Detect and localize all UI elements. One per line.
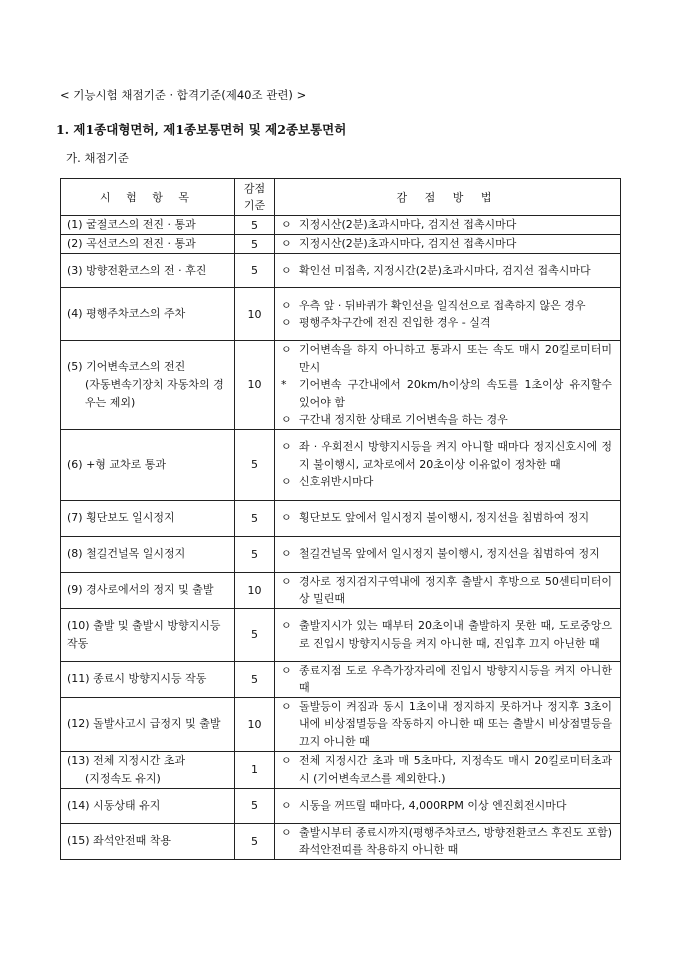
table-row: [61, 751, 621, 788]
method-line: [281, 262, 612, 280]
deduction-score: 5: [235, 235, 275, 254]
bullet-icon: ㅇ: [281, 475, 292, 489]
header-test-item: 시 험 항 목: [61, 179, 235, 216]
method-line: [281, 438, 612, 473]
deduction-score: 5: [235, 536, 275, 572]
method-text: 출발시부터 종료시까지(평행주차코스, 방향전환코스 후진도 포함) 좌석안전띠를 착용하지 아니한 때: [299, 825, 612, 856]
test-item-label: (9) 경사로에서의 정지 및 출발: [67, 583, 214, 596]
bullet-icon: ㅇ: [281, 754, 292, 767]
test-item-label: (13) 전체 지정시간 초과: [67, 753, 186, 767]
test-item-cell: [61, 697, 235, 751]
method-line: [281, 662, 612, 697]
method-line: [281, 698, 612, 751]
test-item-label: (11) 종료시 방향지시등 작동: [67, 672, 207, 685]
bullet-icon: ㅇ: [281, 619, 292, 632]
test-item-cell: [61, 608, 235, 661]
table-row: [61, 697, 621, 751]
method-text: 확인선 미접촉, 지정시간(2분)초과시마다, 검지선 접촉시마다: [299, 263, 591, 277]
bullet-icon: ㅇ: [281, 343, 292, 356]
method-line: [281, 545, 612, 563]
method-line: [281, 341, 612, 376]
test-item-cell: [61, 572, 235, 608]
test-item-cell: [61, 341, 235, 430]
method-line: [281, 797, 612, 815]
deduction-method-cell: [275, 254, 621, 288]
section-title: 1. 제1종대형면허, 제1종보통면허 및 제2종보통면허: [56, 122, 347, 137]
test-item-label: (5) 기어변속코스의 전진: [67, 359, 186, 373]
deduction-method-cell: [275, 572, 621, 608]
deduction-score: 10: [235, 341, 275, 430]
method-text: 철길건널목 앞에서 일시정지 불이행시, 정지선을 침범하여 정지: [299, 547, 600, 561]
method-text: 경사로 정지검지구역내에 정지후 출발시 후방으로 50센티미터이상 밀린때: [299, 574, 612, 605]
method-text: 돌발등이 켜짐과 동시 1초이내 정지하지 못하거나 정지후 3초이내에 비상점멸등을 작동하지 아니한 때 또는 출발시 비상점멸등을 끄지 아니한 때: [299, 699, 612, 748]
bullet-icon: ㅇ: [281, 413, 292, 426]
table-row: [61, 661, 621, 697]
bullet-icon: *: [281, 378, 287, 391]
deduction-method-cell: [275, 429, 621, 500]
deduction-score: 5: [235, 661, 275, 697]
intro-caption: < 기능시험 채점기준 · 합격기준(제40조 관련) >: [60, 88, 307, 102]
method-line: [281, 617, 612, 652]
method-text: 신호위반시마다: [299, 475, 374, 489]
table-row: [61, 608, 621, 661]
table-row: [61, 536, 621, 572]
method-text: 출발지시가 있는 때부터 20초이내 출발하지 못한 때, 도로중앙으로 진입시 방향지시등을 켜지 아니한 때, 진입후 끄지 아닌한 때: [299, 619, 612, 650]
table-row: [61, 572, 621, 608]
test-item-cell: [61, 254, 235, 288]
deduction-method-cell: [275, 788, 621, 823]
table-row: [61, 788, 621, 823]
table-row: [61, 341, 621, 430]
method-line: [281, 314, 612, 332]
method-line: [281, 473, 612, 491]
method-text: 구간내 정지한 상태로 기어변속을 하는 경우: [299, 413, 508, 426]
table-row: [61, 235, 621, 254]
bullet-icon: ㅇ: [281, 263, 292, 277]
bullet-icon: ㅇ: [281, 316, 292, 329]
method-line: [281, 216, 612, 234]
test-item-cell: [61, 823, 235, 859]
method-text: 전체 지정시간 초과 매 5초마다, 지정속도 매시 20킬로미터초과시 (기어변속코스를 제외한다.): [299, 754, 612, 785]
test-item-label: (2) 곡선코스의 전진 · 통과: [67, 237, 196, 250]
method-text: 지정시산(2분)초과시마다, 검지선 접촉시마다: [299, 237, 517, 251]
deduction-score: 5: [235, 500, 275, 536]
deduction-score: 10: [235, 697, 275, 751]
method-line: [281, 752, 612, 787]
bullet-icon: ㅇ: [281, 663, 292, 677]
test-item-cell: [61, 536, 235, 572]
test-item-cell: [61, 216, 235, 235]
bullet-icon: ㅇ: [281, 574, 292, 588]
method-text: 좌 · 우회전시 방향지시등을 켜지 아니할 때마다 정지신호시에 정지 불이행시, 교차로에서 20초이상 이유없이 정차한 때: [299, 440, 612, 471]
test-item-label: (6) +형 교차로 통과: [67, 457, 167, 471]
method-text: 지정시산(2분)초과시마다, 검지선 접촉시마다: [299, 218, 517, 232]
test-item-label: (7) 횡단보도 일시정지: [67, 511, 175, 524]
method-line: [281, 297, 612, 315]
test-item-label: (4) 평행주차코스의 주차: [67, 307, 186, 320]
test-item-cell: [61, 288, 235, 341]
method-text: 기어변속을 하지 아니하고 통과시 또는 속도 매시 20킬로미터미만시: [299, 343, 612, 374]
method-text: 기어변속 구간내에서 20km/h이상의 속도를 1초이상 유지할수 있어야 함: [299, 378, 612, 409]
test-item-label: (지정속도 유지): [85, 771, 161, 785]
deduction-method-cell: [275, 536, 621, 572]
method-text: 시동을 꺼뜨릴 때마다, 4,000RPM 이상 엔진회전시마다: [299, 798, 567, 812]
scoring-table: [60, 178, 621, 860]
deduction-method-cell: [275, 608, 621, 661]
table-row: [61, 500, 621, 536]
bullet-icon: ㅇ: [281, 798, 292, 812]
test-item-label: (12) 돌발사고시 급정지 및 출발: [67, 717, 221, 730]
table-row: [61, 429, 621, 500]
deduction-method-cell: [275, 235, 621, 254]
bullet-icon: ㅇ: [281, 237, 292, 251]
subsection-title: 가. 채점기준: [66, 151, 129, 165]
bullet-icon: ㅇ: [281, 298, 292, 312]
deduction-method-cell: [275, 661, 621, 697]
method-line: [281, 235, 612, 253]
table-row: [61, 216, 621, 235]
deduction-score: 5: [235, 429, 275, 500]
deduction-score: 5: [235, 788, 275, 823]
deduction-score: 5: [235, 216, 275, 235]
deduction-score: 5: [235, 823, 275, 859]
test-item-cell: [61, 661, 235, 697]
method-line: [281, 573, 612, 608]
deduction-method-cell: [275, 697, 621, 751]
method-line: [281, 376, 612, 411]
deduction-method-cell: [275, 823, 621, 859]
test-item-label: (10) 출발 및 출발시 방향지시등 작동: [67, 618, 221, 650]
test-item-label: (14) 시동상태 유지: [67, 798, 161, 812]
test-item-label: (자동변속기장치 자동차의 경우는 제외): [85, 377, 224, 409]
bullet-icon: ㅇ: [281, 825, 292, 839]
test-item-cell: [61, 429, 235, 500]
table-header-row: [61, 179, 621, 216]
deduction-method-cell: [275, 341, 621, 430]
table-row: [61, 823, 621, 859]
test-item-label: (8) 철길건널목 일시정지: [67, 547, 186, 560]
table-row: [61, 288, 621, 341]
test-item-cell: [61, 788, 235, 823]
header-deduction-line2: 기준: [243, 199, 266, 212]
header-deduction-line1: 감점: [243, 182, 266, 195]
deduction-method-cell: [275, 500, 621, 536]
method-text: 횡단보도 앞에서 일시정지 불이행시, 정지선을 침범하여 정지: [299, 511, 590, 525]
bullet-icon: ㅇ: [281, 511, 292, 525]
method-line: [281, 509, 612, 527]
method-text: 평행주차구간에 전진 진입한 경우 - 실격: [299, 316, 491, 329]
deduction-score: 1: [235, 751, 275, 788]
test-item-cell: [61, 751, 235, 788]
table-row: [61, 254, 621, 288]
deduction-score: 5: [235, 254, 275, 288]
bullet-icon: ㅇ: [281, 440, 292, 454]
method-text: 종료지점 도로 우측가장자리에 진입시 방향지시등을 켜지 아니한 때: [299, 663, 612, 694]
deduction-method-cell: [275, 751, 621, 788]
deduction-method-cell: [275, 288, 621, 341]
test-item-label: (1) 굴절코스의 전진 · 통과: [67, 218, 196, 231]
bullet-icon: ㅇ: [281, 547, 292, 561]
test-item-label: (3) 방향전환코스의 전 · 후진: [67, 263, 207, 277]
deduction-score: 10: [235, 572, 275, 608]
method-text: 우측 앞 · 뒤바퀴가 확인선을 일직선으로 접촉하지 않은 경우: [299, 298, 586, 312]
test-item-label: (15) 좌석안전때 착용: [67, 834, 171, 847]
deduction-score: 5: [235, 608, 275, 661]
header-method: 감 점 방 법: [275, 179, 621, 216]
test-item-cell: [61, 500, 235, 536]
method-line: [281, 824, 612, 859]
header-deduction: [235, 179, 275, 216]
deduction-method-cell: [275, 216, 621, 235]
bullet-icon: ㅇ: [281, 699, 292, 713]
method-line: [281, 411, 612, 429]
test-item-cell: [61, 235, 235, 254]
deduction-score: 10: [235, 288, 275, 341]
bullet-icon: ㅇ: [281, 218, 292, 232]
